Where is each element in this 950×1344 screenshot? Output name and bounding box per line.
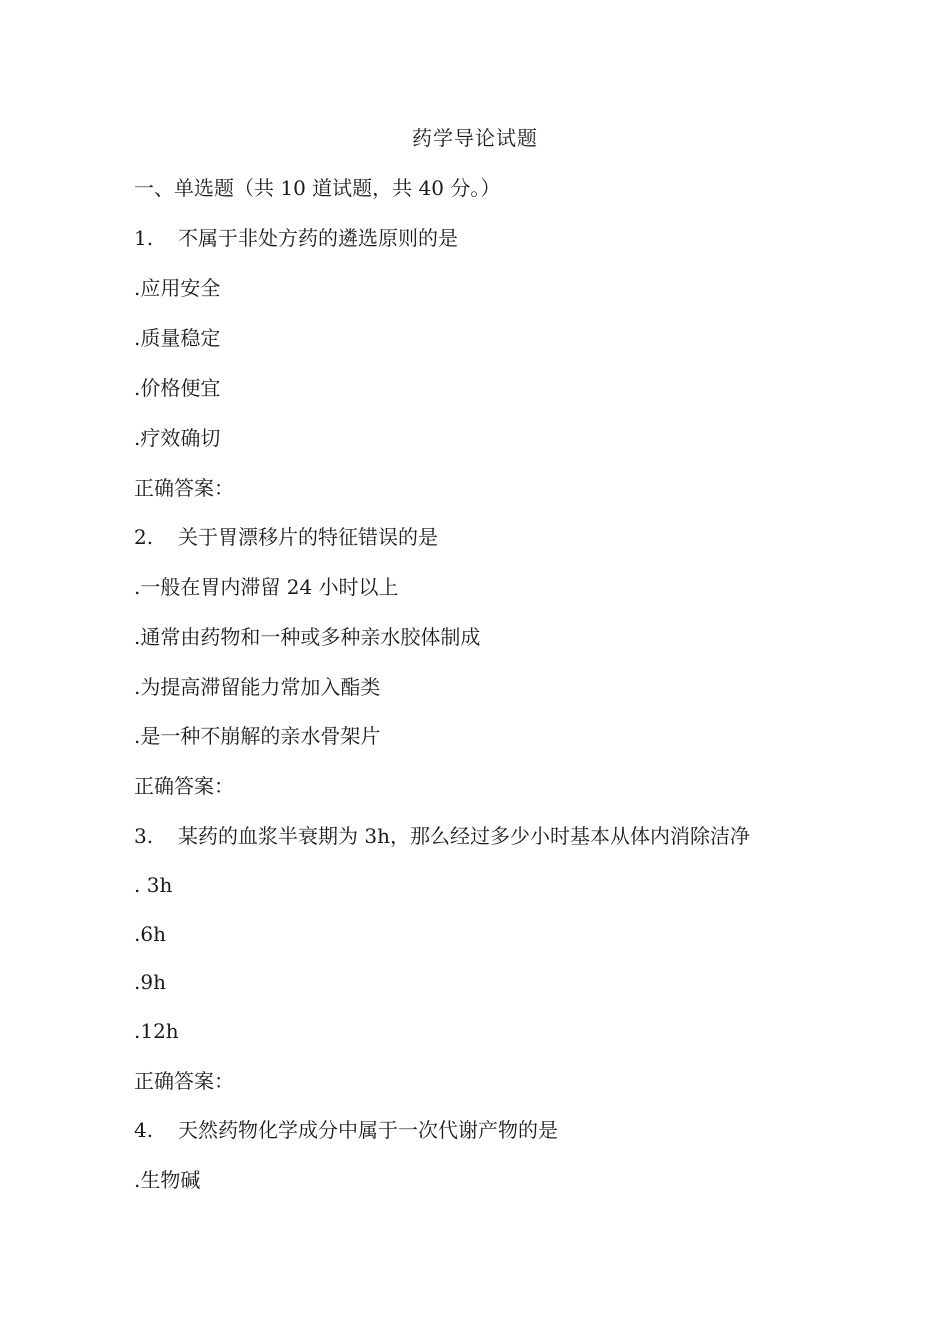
question-4	[134, 1116, 558, 1144]
option: .价格便宜	[134, 376, 221, 400]
question-stem: 不属于非处方药的遴选原则的是	[178, 226, 458, 250]
question-number: 3.	[134, 824, 154, 848]
option: .生物碱	[134, 1168, 201, 1192]
option: .质量稳定	[134, 326, 221, 350]
section-heading: 一、单选题（共 10 道试题，共 40 分。）	[134, 176, 501, 200]
question-stem: 天然药物化学成分中属于一次代谢产物的是	[178, 1118, 558, 1142]
question-stem: 某药的血浆半衰期为 3h，那么经过多少小时基本从体内消除洁净	[178, 824, 750, 848]
option: .是一种不崩解的亲水骨架片	[134, 724, 381, 748]
option: .12h	[134, 1019, 179, 1043]
question-number: 1.	[134, 226, 154, 250]
question-stem: 关于胃漂移片的特征错误的是	[178, 525, 438, 549]
answer-label: 正确答案：	[134, 476, 234, 500]
question-1	[134, 224, 458, 252]
option: .应用安全	[134, 276, 221, 300]
question-2	[134, 523, 438, 551]
option: .疗效确切	[134, 426, 221, 450]
question-3	[134, 822, 750, 850]
answer-label: 正确答案：	[134, 774, 234, 798]
question-number: 4.	[134, 1118, 154, 1142]
option: .6h	[134, 922, 166, 946]
option: .9h	[134, 970, 166, 994]
question-number: 2.	[134, 525, 154, 549]
document-title: 药学导论试题	[412, 126, 538, 150]
option: .为提高滞留能力常加入酯类	[134, 675, 381, 699]
option: . 3h	[134, 873, 173, 897]
option: .一般在胃内滞留 24 小时以上	[134, 575, 399, 599]
answer-label: 正确答案：	[134, 1069, 234, 1093]
option: .通常由药物和一种或多种亲水胶体制成	[134, 625, 481, 649]
